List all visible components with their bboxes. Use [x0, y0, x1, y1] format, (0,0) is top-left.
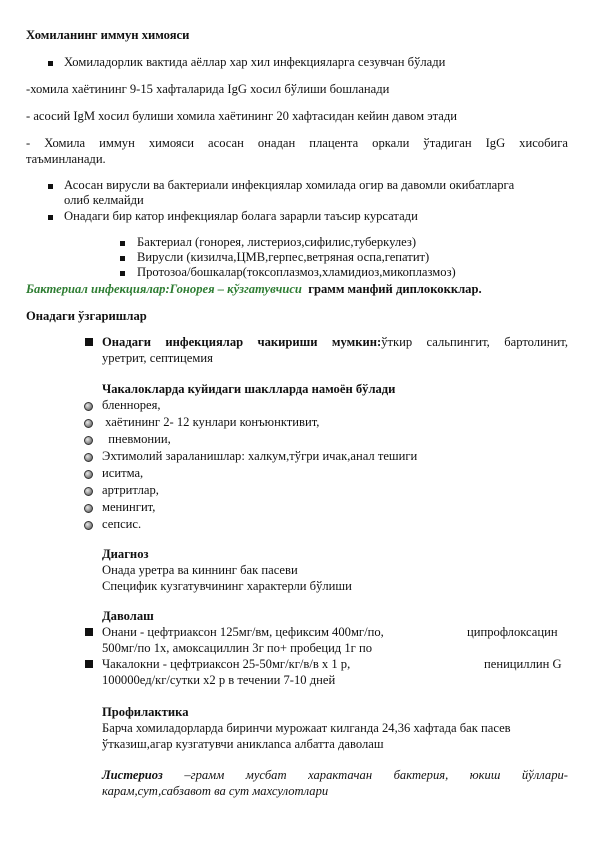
list-item: Онадаги бир катор инфекциялар болага зарарли таъсир курсатади — [64, 209, 418, 223]
diagnosis-line: Специфик кузгатувчининг характерли бўлиши — [102, 579, 352, 593]
bacterial-description: грамм манфий диплококклар. — [308, 282, 482, 296]
bullet-circle — [84, 453, 93, 462]
bullet-circle — [84, 504, 93, 513]
prevention-heading: Профилактика — [102, 705, 189, 719]
sub-list-item: Вирусли (кизилча,ЦМВ,герпес,ветряная оспа,гепатит) — [137, 250, 430, 264]
bullet-circle — [84, 487, 93, 496]
list-item-continued: уретрит, септицемия — [102, 351, 213, 365]
page-title: Хомиланинг иммун химояси — [26, 28, 190, 42]
list-item: артритлар, — [102, 483, 159, 497]
sub-list-item: Протозоа/бошкалар(токсоплазмоз,хламидиоз,микоплазмоз) — [137, 265, 456, 279]
paragraph: таъминланади. — [26, 152, 106, 166]
list-item: бленнорея, — [102, 398, 161, 412]
list-item: Хомиладорлик вактида аёллар хар хил инфекцияларга сезувчан бўлади — [64, 55, 446, 69]
bullet-square — [85, 660, 93, 668]
bacterial-line — [26, 282, 482, 297]
infection-list: ўткир сальпингит, бартолинит, — [381, 335, 568, 349]
list-item: хаётининг 2- 12 кунлари конъюнктивит, — [102, 415, 320, 429]
bullet-square — [120, 271, 125, 276]
list-item: пневмонии, — [102, 432, 171, 446]
listeriosis-line-continued: карам,сут,сабзавот ва сут махсулотлари — [102, 784, 329, 798]
sub-list-item: Бактериал (гонорея, листериоз,сифилис,туберкулез) — [137, 235, 417, 249]
treatment-item: Чакалокни - цефтриаксон 25-50мг/кг/в/в х 1 р, — [102, 657, 351, 671]
list-item-continued: олиб келмайди — [64, 193, 144, 207]
bullet-circle — [84, 436, 93, 445]
treatment-heading: Даволаш — [102, 609, 154, 623]
treatment-item-drug: ципрофлоксацин — [467, 625, 558, 639]
treatment-item: Онани - цефтриаксон 125мг/вм, цефиксим 400мг/по, — [102, 625, 384, 639]
treatment-item-continued: 100000ед/кг/сутки х2 р в течении 7-10 дней — [102, 673, 336, 687]
listeriosis-description: –грамм мусбат характачан бактерия, юкиш йўллари- — [184, 768, 568, 782]
diagnosis-heading: Диагноз — [102, 547, 149, 561]
list-item: менингит, — [102, 500, 156, 514]
treatment-item-drug: пенициллин G — [484, 657, 562, 671]
bullet-square — [48, 61, 53, 66]
bacterial-heading: Бактериал инфекциялар:Гонорея – кўзгатувчиси — [26, 282, 302, 296]
infection-lead: Онадаги инфекциялар чакириши мумкин: — [102, 335, 382, 349]
bullet-circle — [84, 521, 93, 530]
section-heading: Онадаги ўзгаришлар — [26, 309, 147, 323]
list-item: иситма, — [102, 466, 144, 480]
bullet-square — [120, 241, 125, 246]
bullet-circle — [84, 419, 93, 428]
list-item: Эхтимолий зараланишлар: халкум,тўгри ичак,анал тешиги — [102, 449, 418, 463]
list-item: сепсис. — [102, 517, 142, 531]
bullet-circle — [84, 470, 93, 479]
prevention-line: Барча хомиладорларда биринчи мурожаат килганда 24,36 хафтада бак пасев — [102, 721, 511, 735]
prevention-line: ўтказиш,агар кузгатувчи аниклanса албатта даволаш — [102, 737, 384, 751]
listeriosis-term: Листериоз — [102, 768, 163, 782]
bullet-circle — [84, 402, 93, 411]
bullet-square — [85, 628, 93, 636]
bullet-square — [85, 338, 93, 346]
bullet-square — [48, 215, 53, 220]
subheading: Чакалокларда куйидаги шаклларда намоён бўлади — [102, 382, 396, 396]
treatment-item-continued: 500мг/по 1х, амоксациллин 3г по+ пробецид 1г по — [102, 641, 373, 655]
paragraph: - Хомила иммун химояси асосан онадан плацента оркали ўтадиган IgG хисобига — [26, 136, 568, 150]
bullet-square — [120, 256, 125, 261]
diagnosis-line: Онада уретра ва киннинг бак пасеви — [102, 563, 298, 577]
list-item: Асосан вирусли ва бактериали инфекциялар хомилада огир ва давомли окибатларга — [64, 178, 515, 192]
listeriosis-line — [102, 768, 568, 783]
list-item — [102, 335, 568, 350]
paragraph: - асосий IgM хосил булиши хомила хаётининг 20 хафтасидан кейин давом этади — [26, 109, 458, 123]
paragraph: -хомила хаётининг 9-15 хафталарида IgG хосил бўлиши бошланади — [26, 82, 390, 96]
bullet-square — [48, 184, 53, 189]
